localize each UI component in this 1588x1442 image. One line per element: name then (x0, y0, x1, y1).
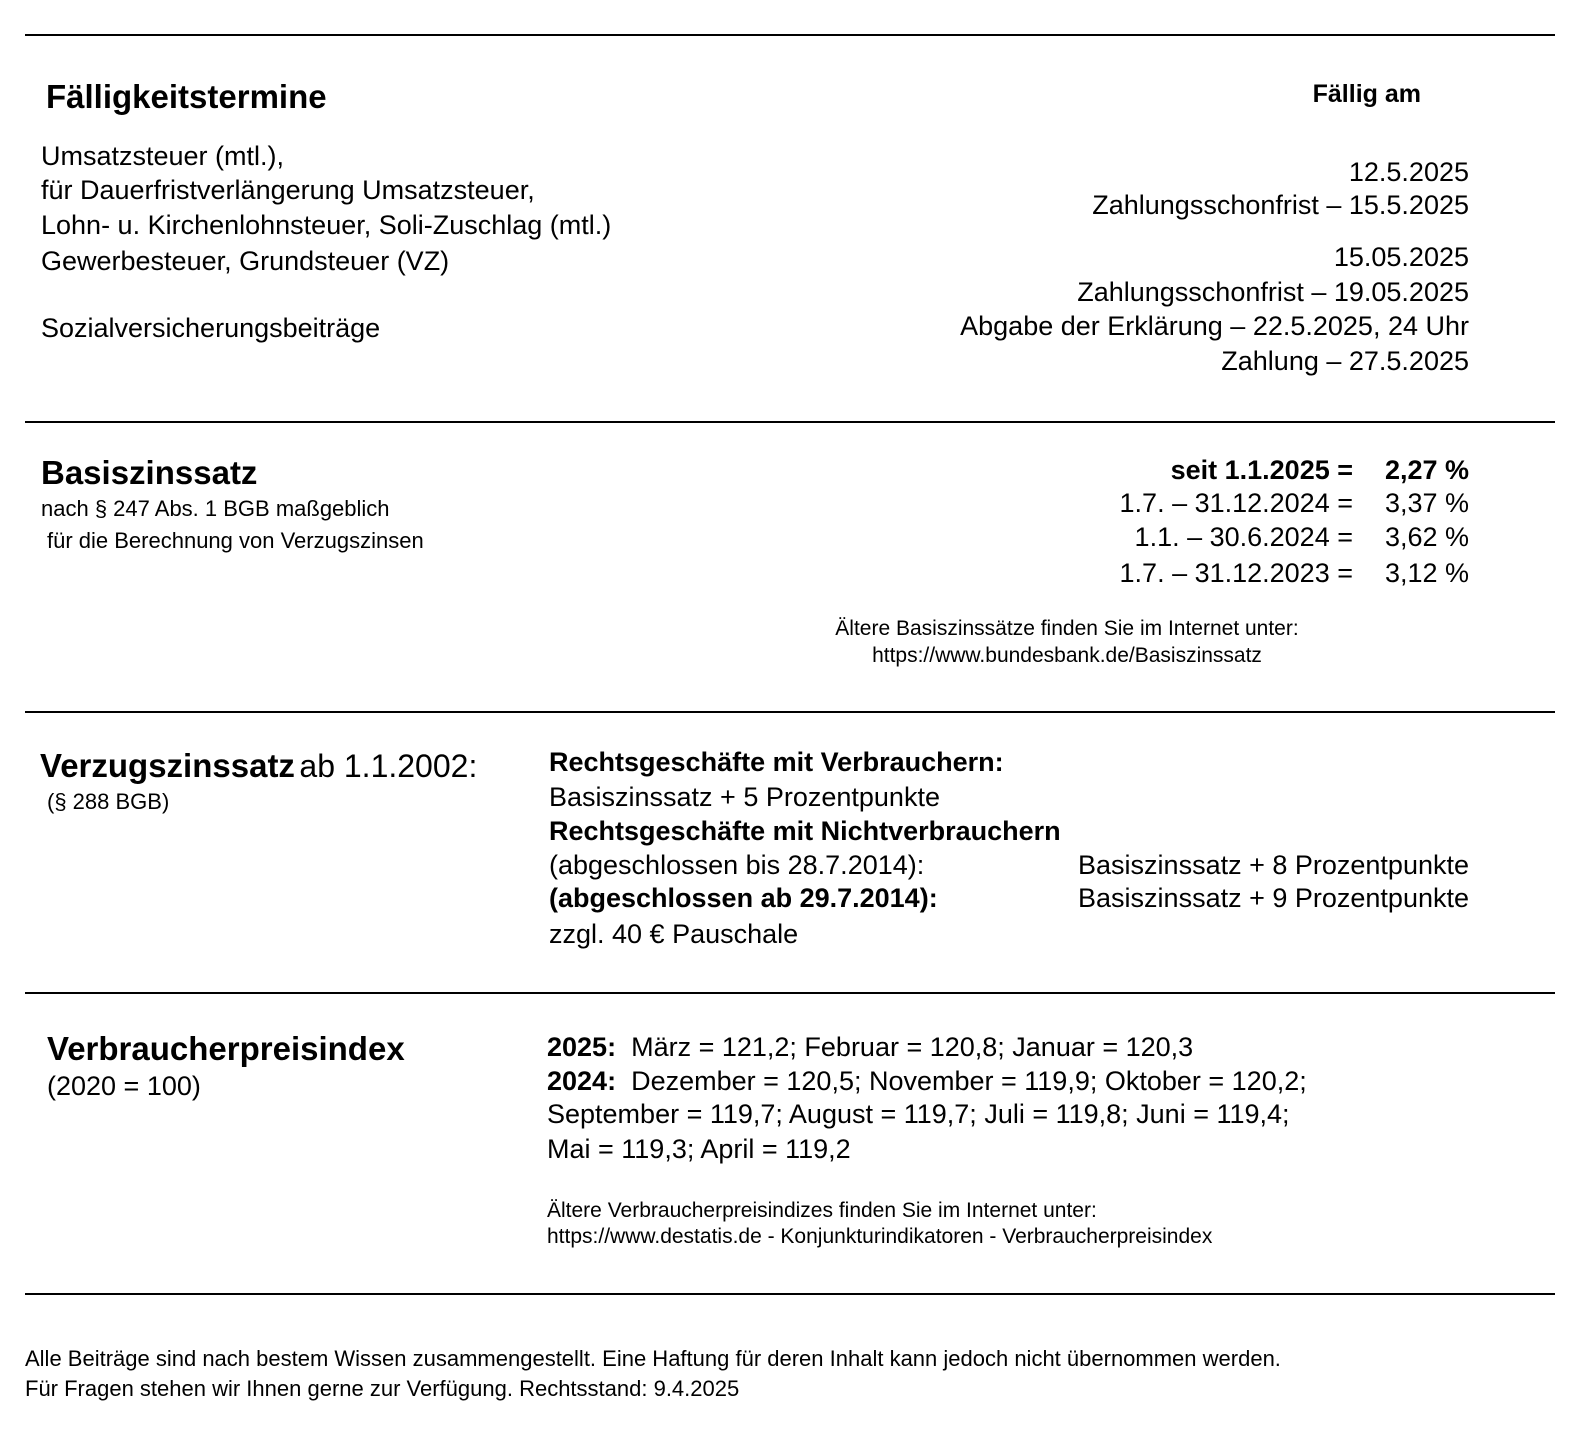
vpi-values-2024-b: September = 119,7; August = 119,7; Juli = 119,8; Juni = 119,4; (547, 1099, 1290, 1129)
date-3: 15.05.2025 (1333, 242, 1469, 272)
date-1: 12.5.2025 (1348, 157, 1469, 187)
faellig-am-header: Fällig am (1312, 80, 1421, 108)
vpi-values-2024-a: Dezember = 120,5; November = 119,9; Oktober = 120,2; (631, 1066, 1307, 1096)
surcharge: zzgl. 40 € Pauschale (549, 919, 799, 949)
label-umsatzsteuer: Umsatzsteuer (mtl.), (41, 141, 285, 171)
date-6: Zahlung – 27.5.2025 (1221, 346, 1469, 376)
label-gewerbesteuer: Gewerbesteuer, Grundsteuer (VZ) (41, 246, 450, 276)
vpi-values-2025: März = 121,2; Februar = 120,8; Januar = 120,3 (631, 1032, 1194, 1062)
basiszins-title: Basiszinssatz (41, 454, 258, 491)
date-5: Abgabe der Erklärung – 22.5.2025, 24 Uhr (960, 311, 1469, 341)
basiszins-desc-2: für die Berechnung von Verzugszinsen (47, 528, 424, 553)
verzug-title-suffix: ab 1.1.2002: (299, 748, 478, 784)
nonconsumer-heading: Rechtsgeschäfte mit Nichtverbrauchern (549, 816, 1061, 846)
vpi-link[interactable]: https://www.destatis.de - Konjunkturindikatoren - Verbraucherpreisindex (547, 1225, 1213, 1248)
divider-1 (25, 421, 1555, 423)
nonconsumer-value-1: Basiszinssatz + 8 Prozentpunkte (1078, 850, 1469, 880)
rate-period-2: 1.7. – 31.12.2024 = (1119, 488, 1353, 518)
verzug-title: Verzugszinssatz (40, 747, 295, 784)
divider-4 (25, 1293, 1555, 1295)
rate-value-2: 3,37 % (1384, 488, 1469, 518)
vpi-values-2024-c: Mai = 119,3; April = 119,2 (547, 1134, 851, 1164)
vpi-note-1: Ältere Verbraucherpreisindizes finden Sie im Internet unter: (547, 1199, 1097, 1222)
vpi-2025-line (547, 1032, 1193, 1063)
vpi-year-2024: 2024: (547, 1066, 617, 1096)
label-lohnsteuer: Lohn- u. Kirchenlohnsteuer, Soli-Zuschlag (mtl.) (41, 210, 612, 240)
footer-disclaimer: Alle Beiträge sind nach bestem Wissen zusammengestellt. Eine Haftung für deren Inhalt kann jedoch nicht übernommen werden. (25, 1346, 1281, 1371)
rate-period-4: 1.7. – 31.12.2023 = (1119, 558, 1353, 588)
rate-value-3: 3,62 % (1384, 522, 1469, 552)
rate-period-3: 1.1. – 30.6.2024 = (1134, 522, 1353, 552)
nonconsumer-label-2: (abgeschlossen ab 29.7.2014): (549, 883, 938, 913)
rate-value-4: 3,12 % (1384, 558, 1469, 588)
divider-2 (25, 711, 1555, 713)
nonconsumer-value-2: Basiszinssatz + 9 Prozentpunkte (1078, 883, 1469, 913)
vpi-year-2025: 2025: (547, 1032, 617, 1062)
label-sozialversicherung: Sozialversicherungsbeiträge (41, 313, 381, 343)
verzug-law: (§ 288 BGB) (47, 789, 170, 814)
consumer-heading: Rechtsgeschäfte mit Verbrauchern: (549, 747, 1004, 777)
vpi-base: (2020 = 100) (47, 1071, 201, 1101)
divider-3 (25, 992, 1555, 994)
verzug-title-line (40, 747, 477, 785)
consumer-rate: Basiszinssatz + 5 Prozentpunkte (549, 782, 940, 812)
faelligkeit-title: Fälligkeitstermine (46, 78, 327, 115)
date-4: Zahlungsschonfrist – 19.05.2025 (1077, 277, 1469, 307)
basiszins-link[interactable]: https://www.bundesbank.de/Basiszinssatz (872, 644, 1262, 667)
divider-top (25, 34, 1555, 36)
rate-period-1: seit 1.1.2025 = (1170, 455, 1353, 485)
rate-value-1: 2,27 % (1384, 455, 1469, 485)
vpi-2024-line (547, 1066, 1307, 1097)
basiszins-note-1: Ältere Basiszinssätze finden Sie im Internet unter: (835, 617, 1299, 640)
date-2: Zahlungsschonfrist – 15.5.2025 (1092, 190, 1469, 220)
label-dauerfrist: für Dauerfristverlängerung Umsatzsteuer, (41, 175, 535, 205)
footer-contact: Für Fragen stehen wir Ihnen gerne zur Verfügung. Rechtsstand: 9.4.2025 (25, 1376, 740, 1401)
nonconsumer-label-1: (abgeschlossen bis 28.7.2014): (549, 850, 925, 880)
vpi-title: Verbraucherpreisindex (47, 1030, 405, 1067)
basiszins-desc-1: nach § 247 Abs. 1 BGB maßgeblich (41, 496, 390, 521)
